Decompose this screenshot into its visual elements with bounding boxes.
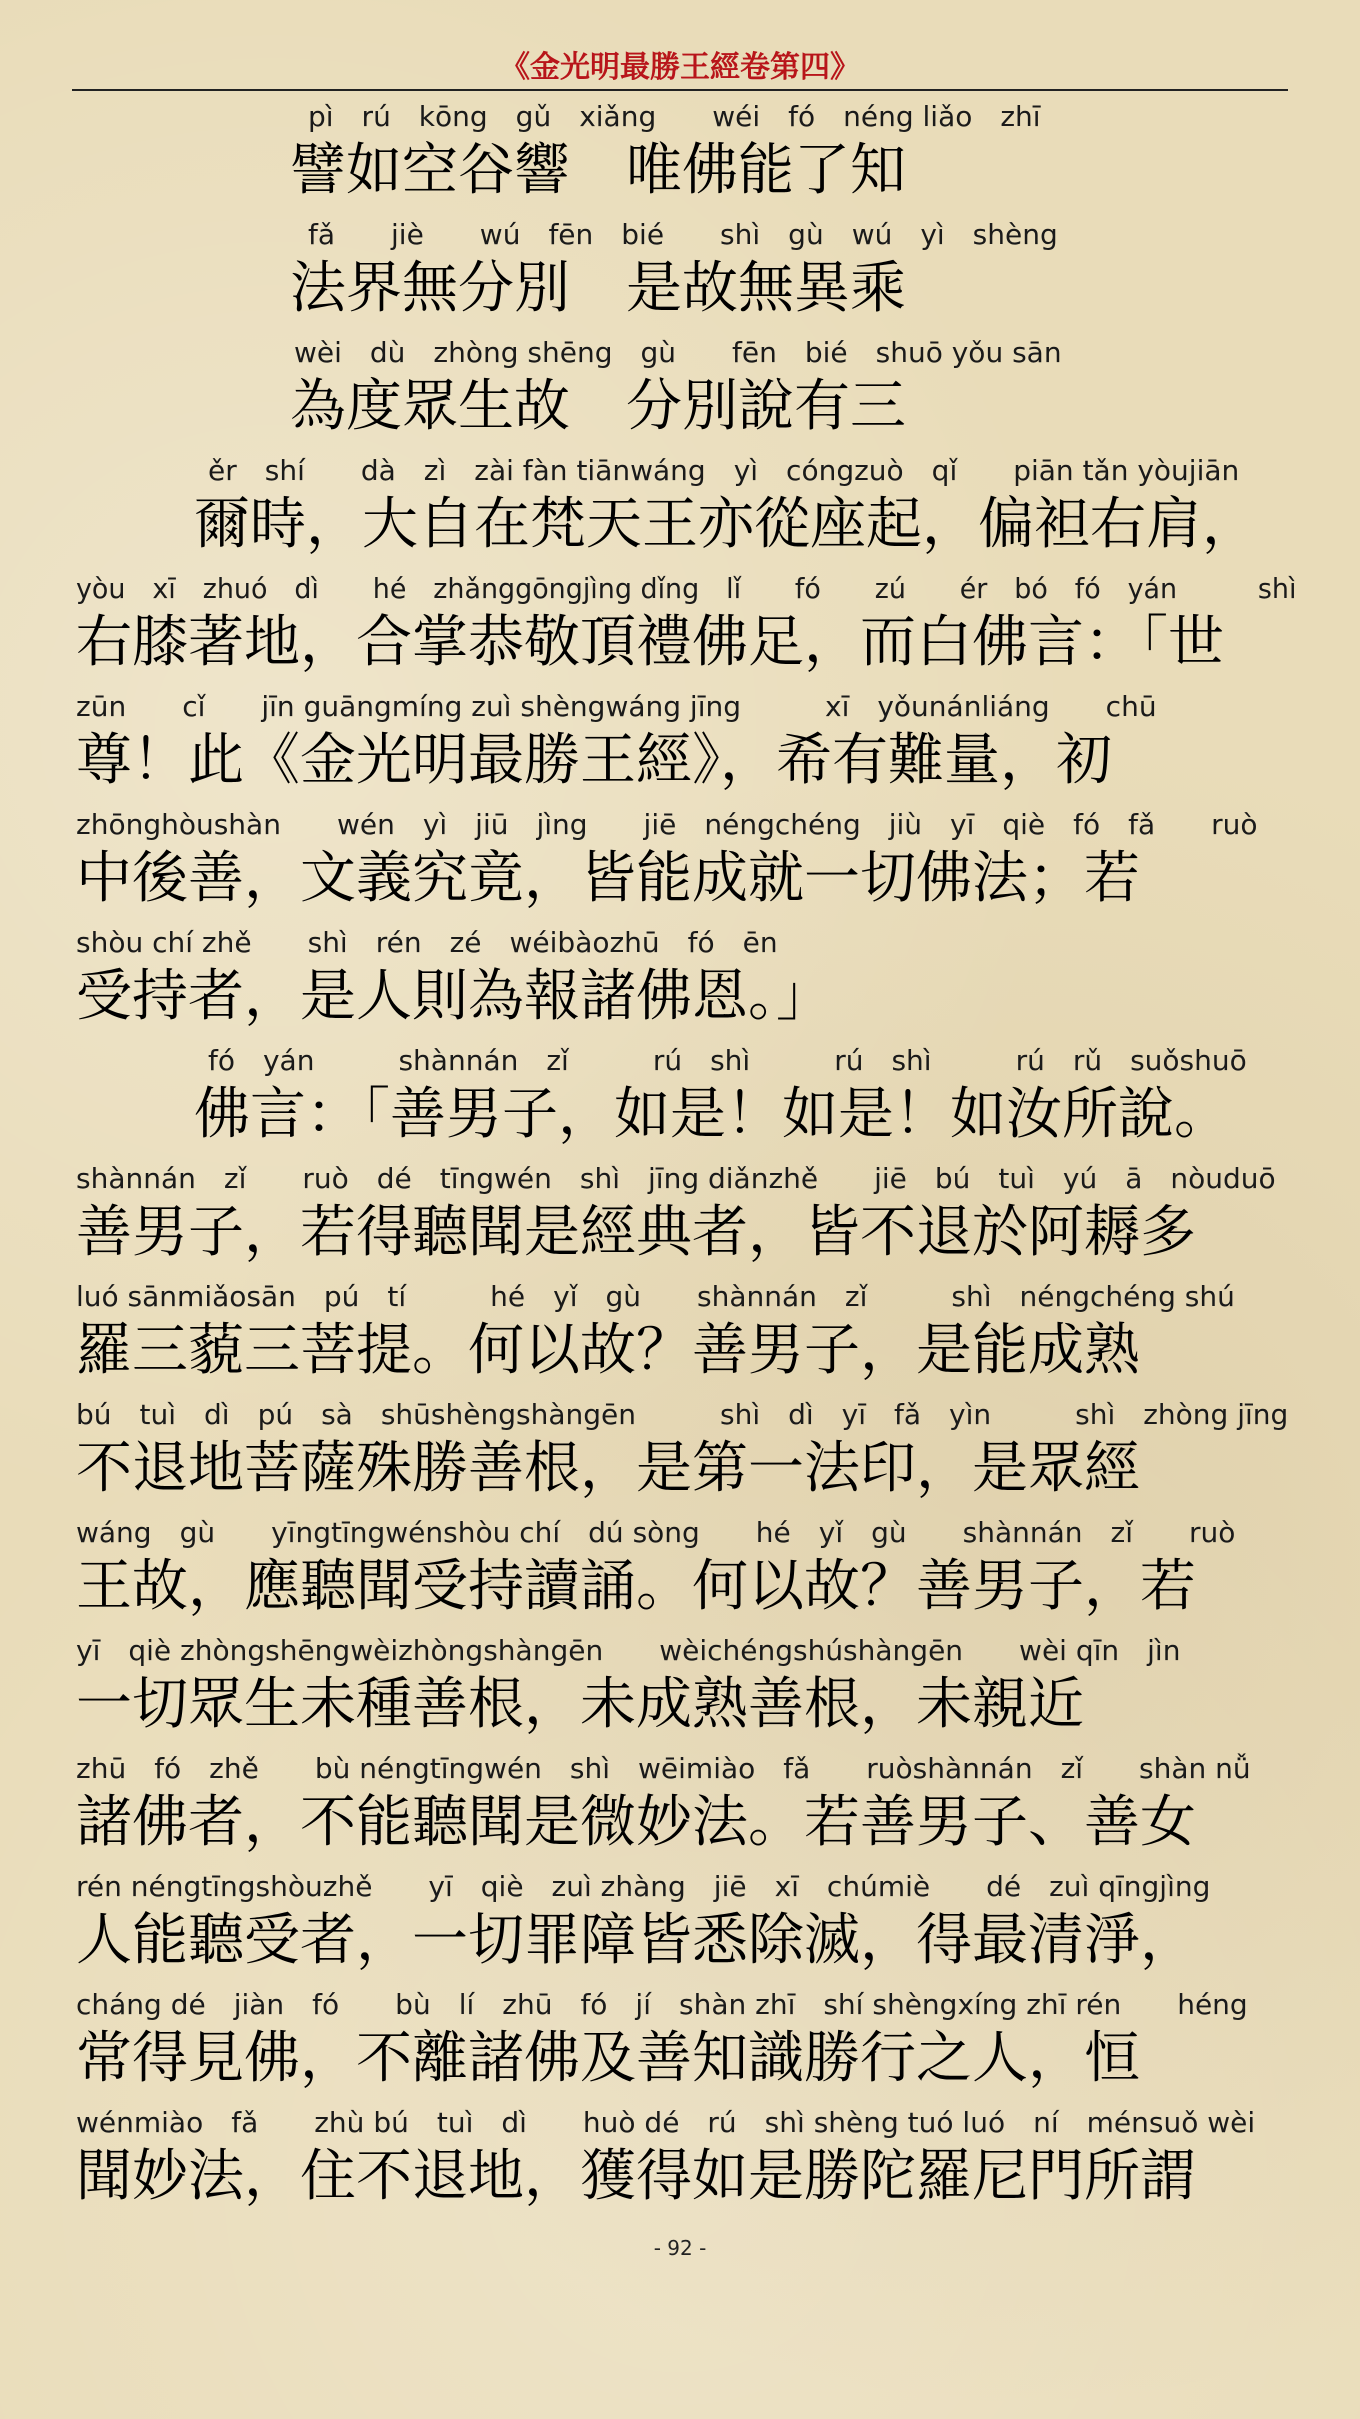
verse-line bbox=[290, 98, 1070, 216]
prose-line bbox=[76, 924, 1296, 1042]
pinyin-annotation: zhōnghòushàn wén yì jiū jìng jiē néngchéng jiù yī qiè fó fǎ ruò bbox=[76, 808, 1258, 841]
prose-line bbox=[76, 1868, 1296, 1986]
chinese-text: 王故，應聽聞受持讀誦。何以故？善男子，若 bbox=[76, 1554, 1196, 1619]
pinyin-annotation: rén néngtīngshòuzhě yī qiè zuì zhàng jiē xī chúmiè dé zuì qīngjìng bbox=[76, 1870, 1211, 1903]
page-number: - 92 - bbox=[653, 2236, 707, 2260]
pinyin-annotation: pì rú kōng gǔ xiǎng wéi fó néng liǎo zhī bbox=[308, 100, 1041, 133]
prose-line bbox=[76, 1160, 1296, 1278]
pinyin-annotation: zhū fó zhě bù néngtīngwén shì wēimiào fǎ ruòshànnán zǐ shàn nǚ bbox=[76, 1752, 1251, 1785]
prose-line bbox=[76, 688, 1296, 806]
verse-line bbox=[290, 216, 1070, 334]
pinyin-annotation: zūn cǐ jīn guāngmíng zuì shèngwáng jīng xī yǒunánliáng chū bbox=[76, 690, 1157, 723]
pinyin-annotation: cháng dé jiàn fó bù lí zhū fó jí shàn zhī shí shèngxíng zhī rén héng bbox=[76, 1988, 1248, 2021]
chinese-text: 中後善，文義究竟，皆能成就一切佛法；若 bbox=[76, 846, 1140, 911]
pinyin-annotation: yòu xī zhuó dì hé zhǎnggōngjìng dǐng lǐ fó zú ér bó fó yán shì bbox=[76, 572, 1297, 605]
prose-line bbox=[76, 2104, 1296, 2222]
chinese-text: 諸佛者，不能聽聞是微妙法。若善男子、善女 bbox=[76, 1790, 1196, 1855]
chinese-text: 右膝著地，合掌恭敬頂禮佛足，而白佛言：「世 bbox=[76, 610, 1224, 675]
chinese-text: 受持者，是人則為報諸佛恩。」 bbox=[76, 964, 832, 1029]
chinese-text: 譬如空谷響 唯佛能了知 bbox=[290, 138, 906, 203]
pinyin-annotation: wénmiào fǎ zhù bú tuì dì huò dé rú shì shèng tuó luó ní ménsuǒ wèi bbox=[76, 2106, 1256, 2139]
chinese-text: 法界無分別 是故無異乘 bbox=[290, 256, 906, 321]
prose-line bbox=[194, 452, 1294, 570]
pinyin-annotation: wáng gù yīngtīngwénshòu chí dú sòng hé yǐ gù shànnán zǐ ruò bbox=[76, 1516, 1236, 1549]
pinyin-annotation: wèi dù zhòng shēng gù fēn bié shuō yǒu sān bbox=[294, 336, 1062, 369]
chinese-text: 佛言：「善男子，如是！如是！如汝所說。 bbox=[194, 1082, 1230, 1147]
header-divider bbox=[72, 89, 1288, 91]
prose-line bbox=[76, 1278, 1296, 1396]
page-header-title: 《金光明最勝王經卷第四》 bbox=[500, 50, 860, 85]
pinyin-annotation: yī qiè zhòngshēngwèizhòngshàngēn wèichéngshúshàngēn wèi qīn jìn bbox=[76, 1634, 1181, 1667]
chinese-text: 一切眾生未種善根，未成熟善根，未親近 bbox=[76, 1672, 1084, 1737]
pinyin-annotation: luó sānmiǎosān pú tí hé yǐ gù shànnán zǐ shì néngchéng shú bbox=[76, 1280, 1235, 1313]
chinese-text: 為度眾生故 分別說有三 bbox=[290, 374, 906, 439]
pinyin-annotation: fǎ jiè wú fēn bié shì gù wú yì shèng bbox=[308, 218, 1058, 251]
pinyin-annotation: shòu chí zhě shì rén zé wéibàozhū fó ēn bbox=[76, 926, 778, 959]
prose-line bbox=[76, 1514, 1296, 1632]
pinyin-annotation: bú tuì dì pú sà shūshèngshàngēn shì dì yī fǎ yìn shì zhòng jīng bbox=[76, 1398, 1289, 1431]
prose-line bbox=[76, 1750, 1296, 1868]
chinese-text: 善男子，若得聽聞是經典者，皆不退於阿耨多 bbox=[76, 1200, 1196, 1265]
prose-line bbox=[76, 1986, 1296, 2104]
chinese-text: 不退地菩薩殊勝善根，是第一法印，是眾經 bbox=[76, 1436, 1140, 1501]
chinese-text: 爾時，大自在梵天王亦從座起，偏袒右肩， bbox=[194, 492, 1258, 557]
prose-line bbox=[76, 1396, 1296, 1514]
prose-line bbox=[76, 1632, 1296, 1750]
chinese-text: 聞妙法，住不退地，獲得如是勝陀羅尼門所謂 bbox=[76, 2144, 1196, 2209]
prose-line bbox=[76, 806, 1296, 924]
prose-line bbox=[194, 1042, 1294, 1160]
pinyin-annotation: ěr shí dà zì zài fàn tiānwáng yì cóngzuò qǐ piān tǎn yòujiān bbox=[208, 454, 1240, 487]
chinese-text: 人能聽受者，一切罪障皆悉除滅，得最清淨， bbox=[76, 1908, 1196, 1973]
pinyin-annotation: shànnán zǐ ruò dé tīngwén shì jīng diǎnzhě jiē bú tuì yú ā nòuduō bbox=[76, 1162, 1276, 1195]
chinese-text: 羅三藐三菩提。何以故？善男子，是能成熟 bbox=[76, 1318, 1140, 1383]
prose-line bbox=[76, 570, 1296, 688]
chinese-text: 常得見佛，不離諸佛及善知識勝行之人，恒 bbox=[76, 2026, 1140, 2091]
chinese-text: 尊！此《金光明最勝王經》，希有難量，初 bbox=[76, 728, 1112, 793]
pinyin-annotation: fó yán shànnán zǐ rú shì rú shì rú rǔ suǒshuō bbox=[208, 1044, 1247, 1077]
verse-line bbox=[290, 334, 1070, 452]
